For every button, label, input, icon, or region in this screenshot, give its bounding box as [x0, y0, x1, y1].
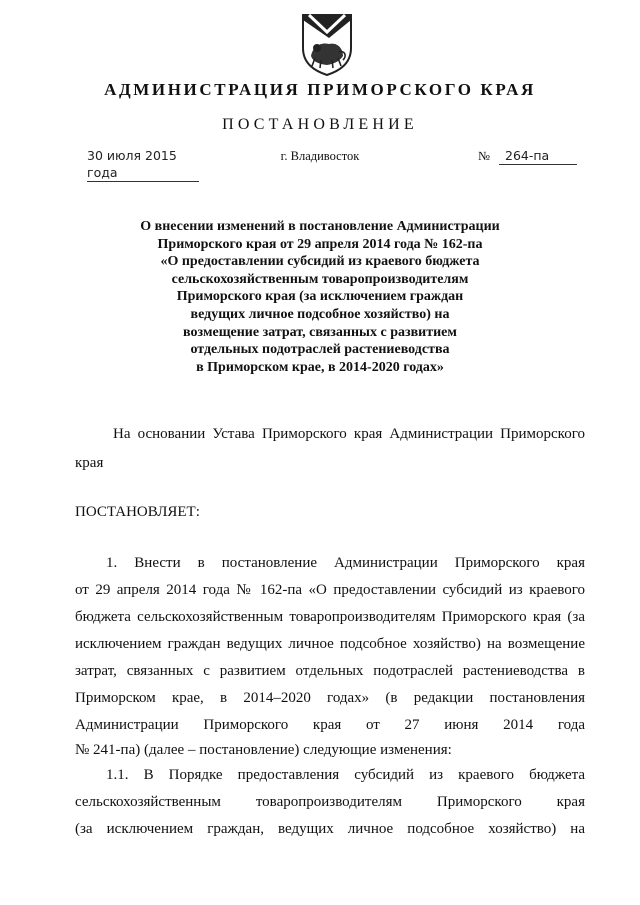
- document-type: ПОСТАНОВЛЕНИЕ: [222, 116, 418, 133]
- paragraph-line: 1. Внести в постановление Администрации Приморского края: [106, 555, 585, 571]
- heading-line: в Приморском крае, в 2014-2020 годах»: [196, 359, 444, 375]
- paragraph-line: исключением граждан ведущих личное подсобное хозяйство) на возмещение: [75, 636, 585, 652]
- heading-line: отдельных подотраслей растениеводства: [190, 342, 450, 358]
- paragraph-line: бюджета сельскохозяйственным товаропроизводителям Приморского края (за: [75, 609, 585, 625]
- paragraph-line: затрат, связанных с развитием отдельных подотраслей растениеводства в: [75, 663, 585, 679]
- number-sign: №: [478, 149, 490, 163]
- document-city: г. Владивосток: [280, 149, 360, 163]
- heading-line: сельскохозяйственным товаропроизводителям: [171, 271, 469, 287]
- document-heading: [80, 218, 560, 376]
- paragraph-line: Приморском крае, в 2014–2020 годах» (в редакции постановления: [75, 690, 585, 706]
- paragraph-line: 1.1. В Порядке предоставления субсидий из краевого бюджета: [106, 767, 585, 783]
- preamble-line: края: [75, 455, 104, 471]
- document-number: 264-па: [499, 147, 577, 165]
- administration-title: АДМИНИСТРАЦИЯ ПРИМОРСКОГО КРАЯ: [104, 80, 536, 99]
- paragraph-line: сельскохозяйственным товаропроизводителям Приморского края: [75, 794, 585, 810]
- paragraph-line: от 29 апреля 2014 года № 162-па «О предоставлении субсидий из краевого: [75, 582, 585, 598]
- preamble-line: На основании Устава Приморского края Администрации Приморского: [113, 426, 585, 442]
- heading-line: «О предоставлении субсидий из краевого бюджета: [160, 254, 480, 270]
- paragraph-line: (за исключением граждан, ведущих личное подсобное хозяйство) на: [75, 821, 585, 837]
- heading-line: О внесении изменений в постановление Администрации: [140, 219, 500, 234]
- paragraph-line: Администрации Приморского края от 27 июня 2014 года: [75, 717, 585, 733]
- heading-line: возмещение затрат, связанных с развитием: [183, 324, 457, 340]
- heading-line: Приморского края (за исключением граждан: [176, 289, 464, 305]
- document-date: 30 июля 2015 года: [87, 147, 199, 182]
- paragraph-line: № 241-па) (далее – постановление) следующие изменения:: [75, 742, 452, 758]
- heading-line: Приморского края от 29 апреля 2014 года № 162-па: [157, 236, 483, 252]
- coat-of-arms-emblem: [299, 12, 355, 76]
- heading-line: ведущих личное подсобное хозяйство) на: [190, 306, 450, 322]
- resolves-heading: ПОСТАНОВЛЯЕТ:: [75, 504, 200, 520]
